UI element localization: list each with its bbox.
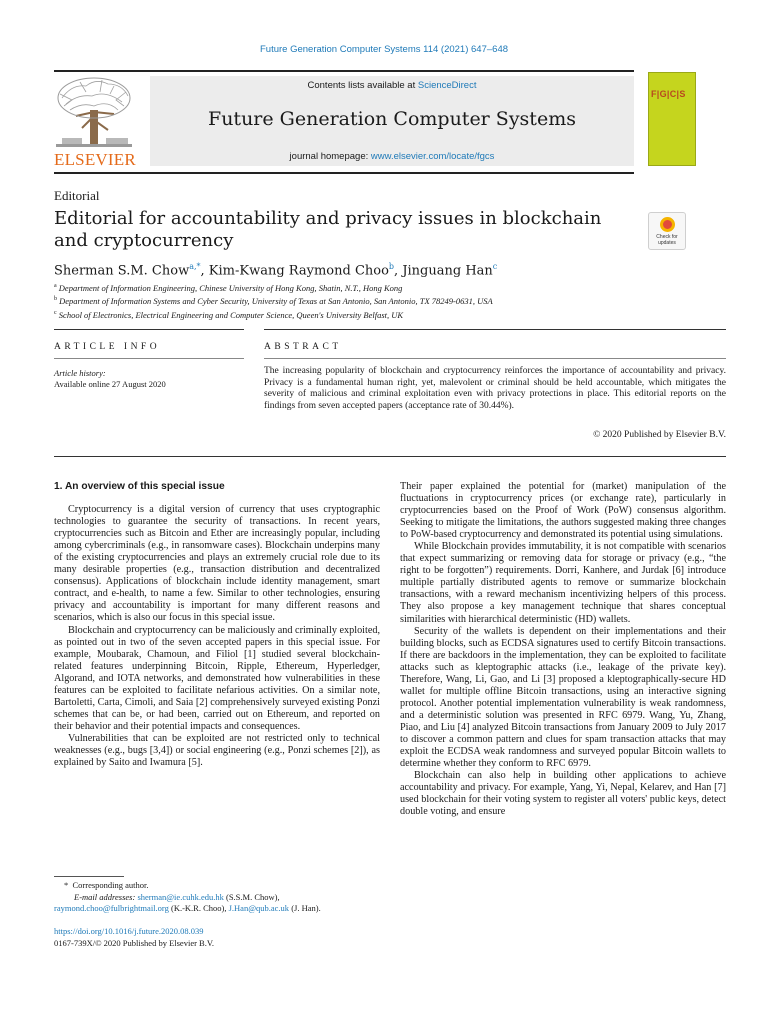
homepage-link[interactable]: www.elsevier.com/locate/fgcs (370, 151, 495, 162)
body-paragraph: Blockchain can also help in building other applications to achieve accountability and privacy. For example, Yang, Yi, Nepal, Kelarev, and Han [7] used blockchain for their voting system to register all voters' public keys, detect double voting, and ensure (400, 770, 726, 818)
journal-reference[interactable]: Future Generation Computer Systems 114 (2021) 647–648 (259, 44, 509, 55)
history-value: Available online 27 August 2020 (54, 379, 166, 389)
article-history (54, 368, 166, 390)
doi-link[interactable]: https://doi.org/10.1016/j.future.2020.08.039 (54, 926, 204, 936)
author-marks: c (492, 262, 498, 271)
author-name[interactable]: Kim-Kwang Raymond Choo (208, 263, 389, 279)
article-title: Editorial for accountability and privacy issues in blockchain and cryptocurrency (54, 208, 602, 251)
author-name[interactable]: Sherman S.M. Chow (54, 263, 190, 279)
affiliation-text: School of Electronics, Electrical Engineering and Computer Science, Queen's University Belfast, UK (58, 309, 404, 320)
body-paragraph: Security of the wallets is dependent on their implementations and their building blocks, such as ECDSA signatures used to certify Bitcoin transactions. If there are backdoors in the implementation, they can be exploited to facilitate attacks such as kleptographic attacks (i.e., leakage of the private key). Therefore, Wang, Li, Gao, and Li [3] proposed a kleptographically-secure HD wallet for multiple offline Bitcoin transactions, using an interactive signing protocol. Another potential implementation vulnerability is weak randomness, and a deterministic solution was presented in RFC 6979. Wang, Yu, Zhang, Piao, and Liu [4] analyzed Bitcoin transactions from January 2009 to July 2017 to discover a common pattern and clues for spam transaction attacks that may exploit the ECDSA weak randomness and surveyed popular Bitcoin wallets to determine whether they conform to RFC 6979. (400, 625, 726, 770)
email-label: E-mail addresses: (74, 891, 136, 902)
homepage-prefix: journal homepage: (289, 151, 371, 162)
divider (54, 329, 244, 330)
check-updates-label: Check for updates (656, 234, 678, 246)
body-column-left (54, 481, 380, 769)
email-link[interactable]: raymond.choo@fulbrightmail.org (54, 903, 169, 914)
article-info-heading: ARTICLE INFO (54, 342, 161, 352)
divider (264, 329, 726, 330)
affiliation (54, 294, 493, 307)
body-paragraph: Cryptocurrency is a digital version of currency that uses cryptographic technologies to guarantee the security of transactions. In recent years, cryptocurrencies such as Bitcoin and Ether are increasingly popular, including among cybercriminals (e.g., in ransomware cases). Blockchain underpins many of the existing cryptocurrencies and plays an extremely crucial role due to its many desirable properties (e.g., transaction distribution and decentralized consensus). Applications of blockchain include identity management, smart contract, and e-health, to name a few. Similar to other technologies, ensuring privacy and accountability is important for many different reasons and scenarios, which is also our focus in this special issue. (54, 504, 380, 624)
abstract-text: The increasing popularity of blockchain and cryptocurrency reinforces the importance of accountability and privacy. Privacy is a fundamental human right, yet, malevolent or criminal should be held accountable, which mitigates the severity of malicious and criminal exploitation even with privacy protections in place. This editorial reports on the findings from seven accepted papers (acceptance rate of 30.44%). (264, 366, 726, 411)
body-paragraph: Vulnerabilities that can be exploited are not restricted only to technical weaknesses (e.g., bugs [3,4]) or social engineering (e.g., Ponzi schemes [2]), as explained by Saito and Iwamura [5]. (54, 732, 380, 769)
author-name[interactable]: Jinguang Han (402, 263, 493, 279)
divider (264, 358, 726, 359)
email-owner: (S.S.M. Chow), (223, 891, 280, 902)
tree-icon (52, 76, 136, 150)
publisher-name: ELSEVIER (54, 150, 136, 169)
journal-cover[interactable] (648, 72, 696, 166)
author-list: Sherman S.M. Chow$^{a,*}$, Kim-Kwang Raymond Choo$^b$, Jinguang Han$^c$ (54, 262, 498, 279)
corresponding-text: Corresponding author. (72, 880, 149, 890)
abstract-copyright: © 2020 Published by Elsevier B.V. (593, 430, 726, 440)
section-label: Editorial (54, 188, 100, 203)
author-marks: b (388, 262, 395, 271)
body-column-right (400, 481, 726, 818)
footnotes (54, 880, 384, 915)
contents-prefix: Contents lists available at (307, 80, 418, 91)
check-for-updates-button[interactable] (648, 212, 686, 250)
abstract-heading: ABSTRACT (264, 342, 342, 352)
affiliation (54, 281, 493, 294)
affiliation-mark: b (54, 296, 57, 303)
email-link[interactable]: sherman@ie.cuhk.edu.hk (137, 891, 224, 902)
issn-line: 0167-739X/© 2020 Published by Elsevier B.V. (54, 937, 215, 948)
affiliation-text: Department of Information Systems and Cyber Security, University of Texas at San Antonio, San Antonio, TX 78249-0631, USA (59, 296, 493, 307)
update-badge-icon (660, 217, 675, 232)
body-paragraph: Blockchain and cryptocurrency can be maliciously and criminally exploited, as pointed out in two of the seven accepted papers in this special issue. For example, Moubarak, Chamoun, and Filiol [1] studied several blockchain-related features underpinning Bitcoin, Ripple, Ethereum, Hyperledger, Algorand, and IOTA networks, and demonstrated how vulnerabilities in these features can be exploited to facilitate nefarious activities. On a similar note, Bartoletti, Carta, Cimoli, and Saia [2] comprehensively surveyed existing Ponzi schemes that can be, or had been, carried out on Ethereum, and reported on their behavior and their potential impacts and consequences. (54, 624, 380, 732)
email-line (54, 903, 384, 915)
contents-line (150, 80, 634, 91)
body-paragraph: Their paper explained the potential for (market) manipulation of the fluctuations in cryptocurrency prices (or exchange rate), particularly in cryptocurrencies based on the Proof of Work (PoW) consensus algorithm. Seeking to mitigate the limitations, the authors suggested making three changes to PoW-based cryptocurrency and demonstrated its potential using simulations. (400, 481, 726, 541)
divider (54, 456, 726, 457)
cover-title: F|G|C|S (651, 89, 686, 99)
affiliation-text: Department of Information Engineering, Chinese University of Hong Kong, Shatin, N.T., Hong Kong (58, 282, 403, 293)
affiliation-mark: a (54, 283, 57, 289)
corresponding-author-note: * Corresponding author. (64, 880, 149, 890)
header-rule (54, 70, 634, 72)
divider (54, 358, 244, 359)
journal-title: Future Generation Computer Systems (208, 108, 576, 130)
author-marks: a,* (189, 262, 201, 271)
affiliation-mark: c (54, 309, 57, 316)
email-line (54, 892, 384, 904)
email-owner: (J. Han). (289, 903, 321, 914)
affiliations (54, 281, 493, 321)
doi-block (54, 926, 214, 949)
email-owner: (K.-K.R. Choo), (168, 903, 229, 914)
email-link[interactable]: J.Han@qub.ac.uk (228, 903, 290, 914)
header-rule (54, 172, 634, 174)
homepage-line (150, 151, 634, 162)
sciencedirect-link[interactable]: ScienceDirect (417, 80, 477, 91)
body-paragraph: While Blockchain provides immutability, it is not compatible with scenarios that expect summarizing or removing data for storage or privacy (e.g., “the right to be forgotten”) requirements. Dorri, Kanhere, and Jurdak [6] introduce multiple partially distributed agents to remove or summarize blockchain transactions, with a reward mechanism incentivizing helpers of this process. They also propose a key management technique that shares conceptual similarities with hierarchical deterministic (HD) wallets. (400, 541, 726, 625)
section-heading: 1. An overview of this special issue (54, 481, 225, 492)
footnote-divider (54, 876, 124, 877)
history-label: Article history: (54, 368, 106, 378)
affiliation (54, 308, 493, 321)
